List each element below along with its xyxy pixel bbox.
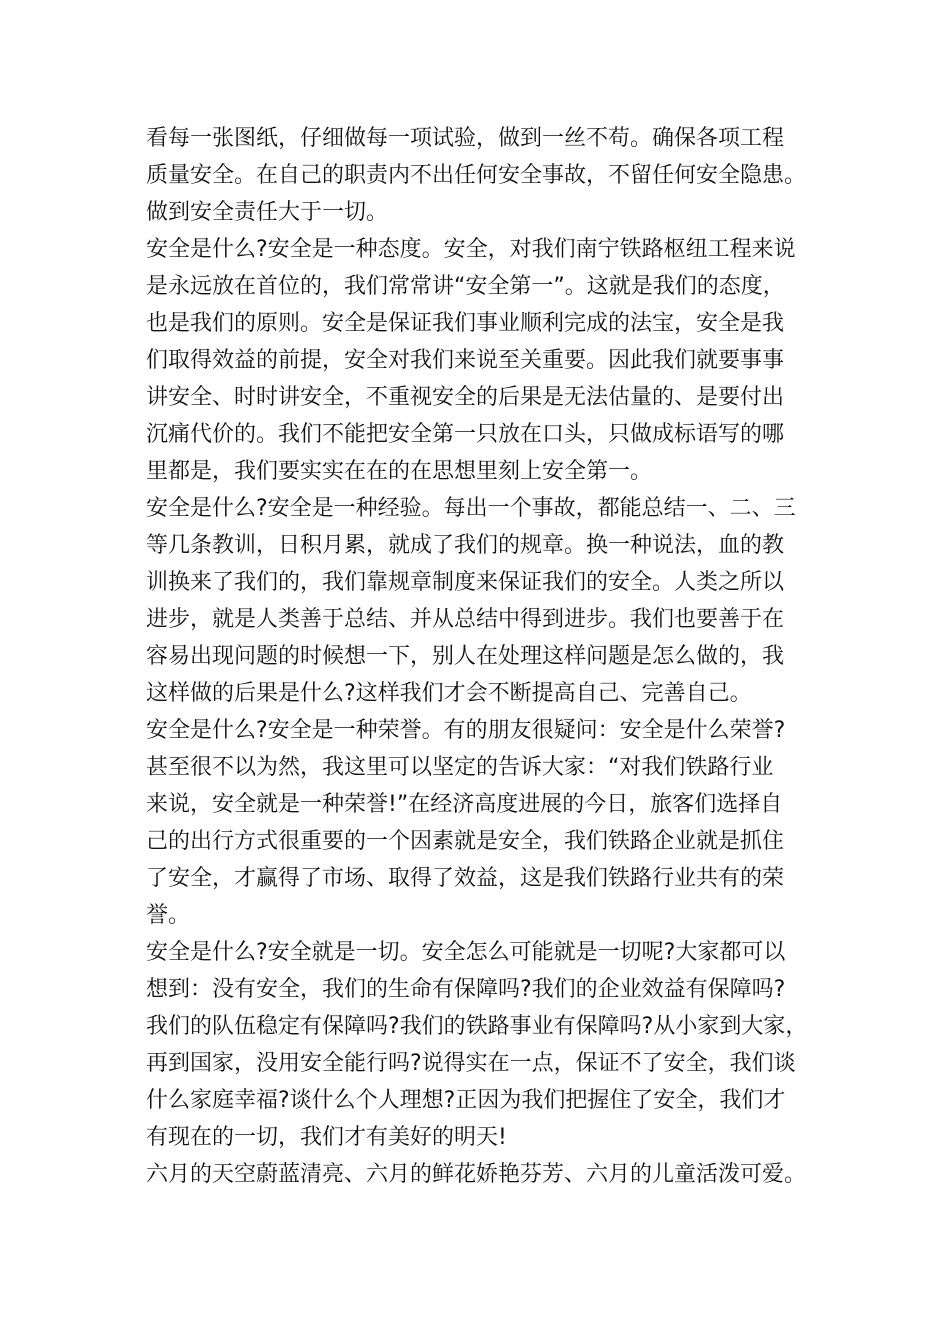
text-line: 安全是什么?安全是一种态度。安全，对我们南宁铁路枢纽工程来说	[146, 237, 796, 262]
text-line: 有现在的一切，我们才有美好的明天!	[146, 1125, 507, 1150]
text-line: 安全是什么?安全就是一切。安全怎么可能就是一切呢?大家都可以	[146, 940, 786, 965]
text-line: 看每一张图纸，仔细做每一项试验，做到一丝不苟。确保各项工程	[146, 126, 785, 151]
text-line: 等几条教训，日积月累，就成了我们的规章。换一种说法，血的教	[146, 533, 785, 558]
text-line: 安全是什么?安全是一种经验。每出一个事故，都能总结一、二、三	[146, 496, 796, 521]
text-line: 了安全，才赢得了市场、取得了效益，这是我们铁路行业共有的荣	[146, 866, 785, 891]
text-line: 安全是什么?安全是一种荣誉。有的朋友很疑问：安全是什么荣誉?	[146, 718, 786, 743]
text-line: 进步，就是人类善于总结、并从总结中得到进步。我们也要善于在	[146, 607, 785, 632]
body-text	[146, 120, 836, 1193]
text-line: 是永远放在首位的，我们常常讲“安全第一”。这就是我们的态度，	[146, 274, 785, 299]
text-line: 沉痛代价的。我们不能把安全第一只放在口头，只做成标语写的哪	[146, 422, 785, 447]
text-line: 再到国家，没用安全能行吗?说得实在一点，保证不了安全，我们谈	[146, 1051, 796, 1076]
text-line: 什么家庭幸福?谈什么个人理想?正因为我们把握住了安全，我们才	[146, 1088, 786, 1113]
text-line: 质量安全。在自己的职责内不出任何安全事故，不留任何安全隐患。	[146, 163, 807, 188]
text-line: 誉。	[146, 903, 191, 928]
text-line: 里都是，我们要实实在在的在思想里刻上安全第一。	[146, 459, 653, 484]
text-line: 们取得效益的前提，安全对我们来说至关重要。因此我们就要事事	[146, 348, 785, 373]
text-line: 我们的队伍稳定有保障吗?我们的铁路事业有保障吗?从小家到大家，	[146, 1014, 808, 1039]
text-line: 做到安全责任大于一切。	[146, 200, 389, 225]
text-line: 讲安全、时时讲安全，不重视安全的后果是无法估量的、是要付出	[146, 385, 785, 410]
text-line: 训换来了我们的，我们靠规章制度来保证我们的安全。人类之所以	[146, 570, 785, 595]
text-line: 六月的天空蔚蓝清亮、六月的鲜花娇艳芬芳、六月的儿童活泼可爱。	[146, 1162, 807, 1187]
text-line: 这样做的后果是什么?这样我们才会不断提高自己、完善自己。	[146, 681, 752, 706]
text-line: 己的出行方式很重要的一个因素就是安全，我们铁路企业就是抓住	[146, 829, 785, 854]
text-line: 也是我们的原则。安全是保证我们事业顺利完成的法宝，安全是我	[146, 311, 785, 336]
text-line: 想到：没有安全，我们的生命有保障吗?我们的企业效益有保障吗?	[146, 977, 786, 1002]
text-line: 容易出现问题的时候想一下，别人在处理这样问题是怎么做的，我	[146, 644, 785, 669]
text-line: 甚至很不以为然，我这里可以坚定的告诉大家：“对我们铁路行业	[146, 755, 774, 780]
text-line: 来说，安全就是一种荣誉!”在经济高度进展的今日，旅客们选择自	[146, 792, 783, 817]
